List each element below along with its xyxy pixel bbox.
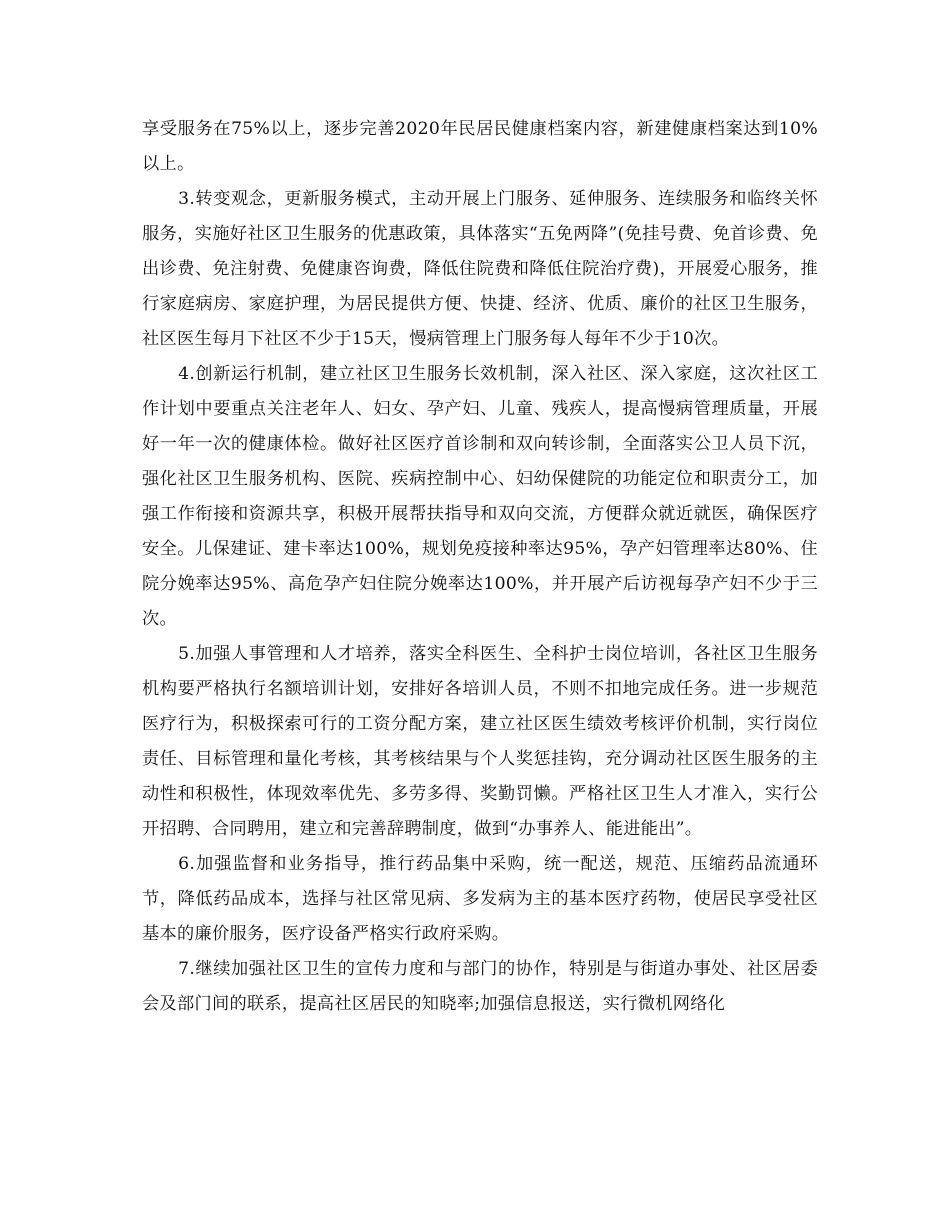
paragraph-item-3: 3.转变观念，更新服务模式，主动开展上门服务、延伸服务、连续服务和临终关怀服务，实施好社区卫生服务的优惠政策，具体落实“五免两降”(免挂号费、免首诊费、免出诊费、免注射费、免健康咨询费，降低住院费和降低住院治疗费)，开展爱心服务，推行家庭病房、家庭护理，为居民提供方便、快捷、经济、优质、廉价的社区卫生服务，社区医生每月下社区不少于15天，慢病管理上门服务每人每年不少于10次。 [142, 189, 818, 349]
paragraph-continuation: 享受服务在75%以上，逐步完善2020年民居民健康档案内容，新建健康档案达到10%以上。 [142, 119, 818, 174]
paragraph-item-7: 7.继续加强社区卫生的宣传力度和与部门的协作，特别是与街道办事处、社区居委会及部门间的联系，提高社区居民的知晓率;加强信息报送，实行微机网络化 [142, 959, 818, 1014]
paragraph-item-6: 6.加强监督和业务指导，推行药品集中采购，统一配送，规范、压缩药品流通环节，降低药品成本，选择与社区常见病、多发病为主的基本医疗药物，使居民享受社区基本的廉价服务，医疗设备严格实行政府采购。 [142, 854, 818, 944]
paragraph-item-4: 4.创新运行机制，建立社区卫生服务长效机制，深入社区、深入家庭，这次社区工作计划中要重点关注老年人、妇女、孕产妇、儿童、残疾人，提高慢病管理质量，开展好一年一次的健康体检。做好社区医疗首诊制和双向转诊制，全面落实公卫人员下沉，强化社区卫生服务机构、医院、疾病控制中心、妇幼保健院的功能定位和职责分工，加强工作衔接和资源共享，积极开展帮扶指导和双向交流，方便群众就近就医，确保医疗安全。儿保建证、建卡率达100%，规划免疫接种率达95%，孕产妇管理率达80%、住院分娩率达95%、高危孕产妇住院分娩率达100%，并开展产后访视每孕产妇不少于三次。 [142, 364, 818, 629]
document-body [142, 112, 818, 1022]
paragraph-item-5: 5.加强人事管理和人才培养，落实全科医生、全科护士岗位培训，各社区卫生服务机构要严格执行名额培训计划，安排好各培训人员，不则不扣地完成任务。进一步规范医疗行为，积极探索可行的工资分配方案，建立社区医生绩效考核评价机制，实行岗位责任、目标管理和量化考核，其考核结果与个人奖惩挂钩，充分调动社区医生服务的主动性和积极性，体现效率优先、多劳多得、奖勤罚懒。严格社区卫生人才准入，实行公开招聘、合同聘用，建立和完善辞聘制度，做到“办事养人、能进能出”。 [142, 644, 818, 839]
